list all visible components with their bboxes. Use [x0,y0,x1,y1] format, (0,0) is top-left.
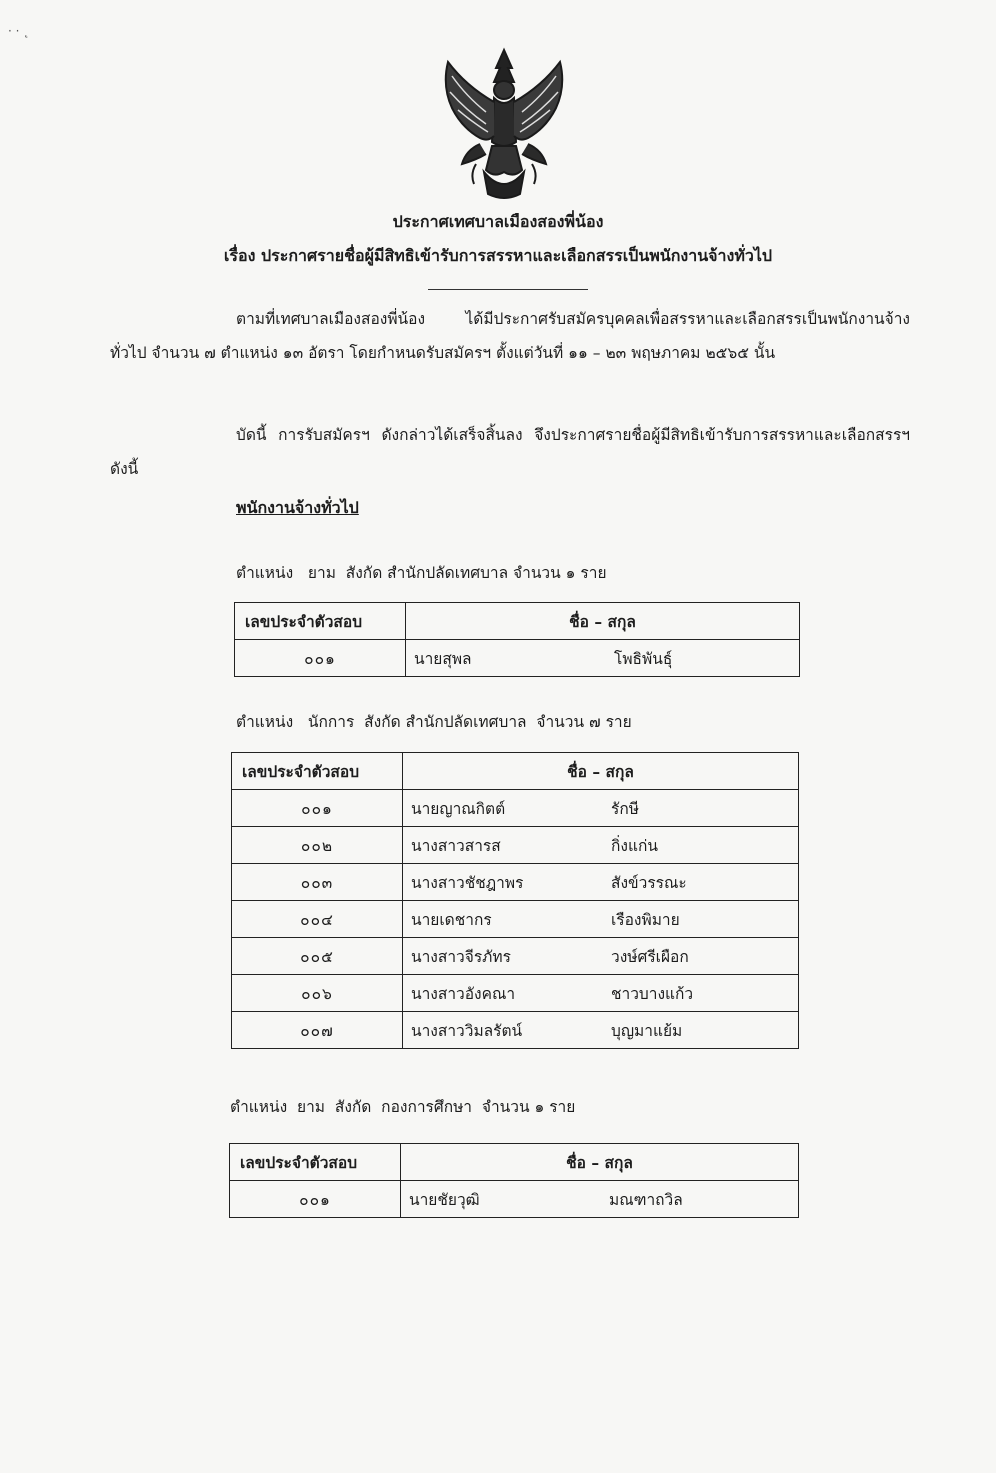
table-row [232,938,799,975]
exam-id-cell: ๐๐๖ [232,975,403,1012]
table-row [232,1012,799,1049]
exam-id-cell: ๐๐๗ [232,1012,403,1049]
exam-id-cell: ๐๐๑ [232,790,403,827]
first-name: นายชัยวุฒิ [409,1190,480,1209]
table-header-row [230,1144,799,1181]
position-heading-guard-education: ตำแหน่ง ยาม สังกัด กองการศึกษา จำนวน ๑ ราย [230,1098,576,1116]
name-cell [403,1012,799,1049]
last-name: รักษี [611,799,639,818]
result-paragraph: บัดนี้ การรับสมัครฯ ดังกล่าวได้เสร็จสิ้นลง จึงประกาศรายชื่อผู้มีสิทธิเข้ารับการสรรหาและเลือกสรรฯ ดังนี้ [110,426,910,478]
last-name: กิ่งแก่น [611,836,658,855]
column-header-exam-id: เลขประจำตัวสอบ [230,1144,401,1181]
first-name: นางสาวจีรภัทร [411,947,511,966]
name-cell [403,938,799,975]
table-row [232,975,799,1012]
title-divider [428,289,588,290]
name-cell [403,790,799,827]
intro-paragraph: ตามที่เทศบาลเมืองสองพี่น้อง ได้มีประกาศรับสมัครบุคคลเพื่อสรรหาและเลือกสรรเป็นพนักงานจ้างทั่วไป จำนวน ๗ ตำแหน่ง ๑๓ อัตรา โดยกำหนดรับสมัครฯ ตั้งแต่วันที่ ๑๑ – ๒๓ พฤษภาคม ๒๕๖๕ นั้น [110,310,910,362]
table-row [235,640,800,677]
column-header-name: ชื่อ – สกุล [406,603,800,640]
table-header-row [232,753,799,790]
column-header-name: ชื่อ – สกุล [401,1144,799,1181]
candidate-table-janitor-office [231,752,799,1049]
announcement-subject: เรื่อง ประกาศรายชื่อผู้มีสิทธิเข้ารับการสรรหาและเลือกสรรเป็นพนักงานจ้างทั่วไป [223,246,773,265]
last-name: เรืองพิมาย [611,910,680,929]
section-heading: พนักงานจ้างทั่วไป [236,498,359,517]
last-name: สังข์วรรณะ [611,873,687,892]
table-row [232,864,799,901]
table-row [232,901,799,938]
last-name: วงษ์ศรีเผือก [611,947,689,966]
last-name: บุญมาแย้ม [611,1021,683,1040]
exam-id-cell: ๐๐๕ [232,938,403,975]
position-heading-janitor-office: ตำแหน่ง นักการ สังกัด สำนักปลัดเทศบาล จำนวน ๗ ราย [236,713,632,731]
exam-id-cell: ๐๐๔ [232,901,403,938]
first-name: นายสุพล [414,649,472,668]
last-name: มณฑาถวิล [609,1190,683,1209]
name-cell [403,901,799,938]
first-name: นายญาณกิตต์ [411,799,506,818]
first-name: นางสาววิมลรัตน์ [411,1021,523,1040]
table-row [230,1181,799,1218]
name-cell [403,975,799,1012]
scan-specks: · · ˛ [8,24,30,38]
garuda-emblem-icon [436,46,572,202]
first-name: นางสาวสารส [411,836,501,855]
name-cell [406,640,800,677]
column-header-exam-id: เลขประจำตัวสอบ [232,753,403,790]
candidate-table-guard-office [234,602,800,677]
table-header-row [235,603,800,640]
first-name: นายเดชากร [411,910,492,929]
exam-id-cell: ๐๐๒ [232,827,403,864]
candidate-table-guard-education [229,1143,799,1218]
name-cell [401,1181,799,1218]
position-heading-guard-office: ตำแหน่ง ยาม สังกัด สำนักปลัดเทศบาล จำนวน ๑ ราย [236,564,607,582]
exam-id-cell: ๐๐๑ [235,640,406,677]
announcement-title: ประกาศเทศบาลเมืองสองพี่น้อง [392,212,604,231]
last-name: ชาวบางแก้ว [611,984,694,1003]
column-header-exam-id: เลขประจำตัวสอบ [235,603,406,640]
exam-id-cell: ๐๐๑ [230,1181,401,1218]
column-header-name: ชื่อ – สกุล [403,753,799,790]
table-row [232,790,799,827]
last-name: โพธิพันธุ์ [614,649,673,668]
first-name: นางสาวชัชฎาพร [411,873,524,892]
exam-id-cell: ๐๐๓ [232,864,403,901]
name-cell [403,864,799,901]
name-cell [403,827,799,864]
table-row [232,827,799,864]
first-name: นางสาวอังคณา [411,984,516,1003]
